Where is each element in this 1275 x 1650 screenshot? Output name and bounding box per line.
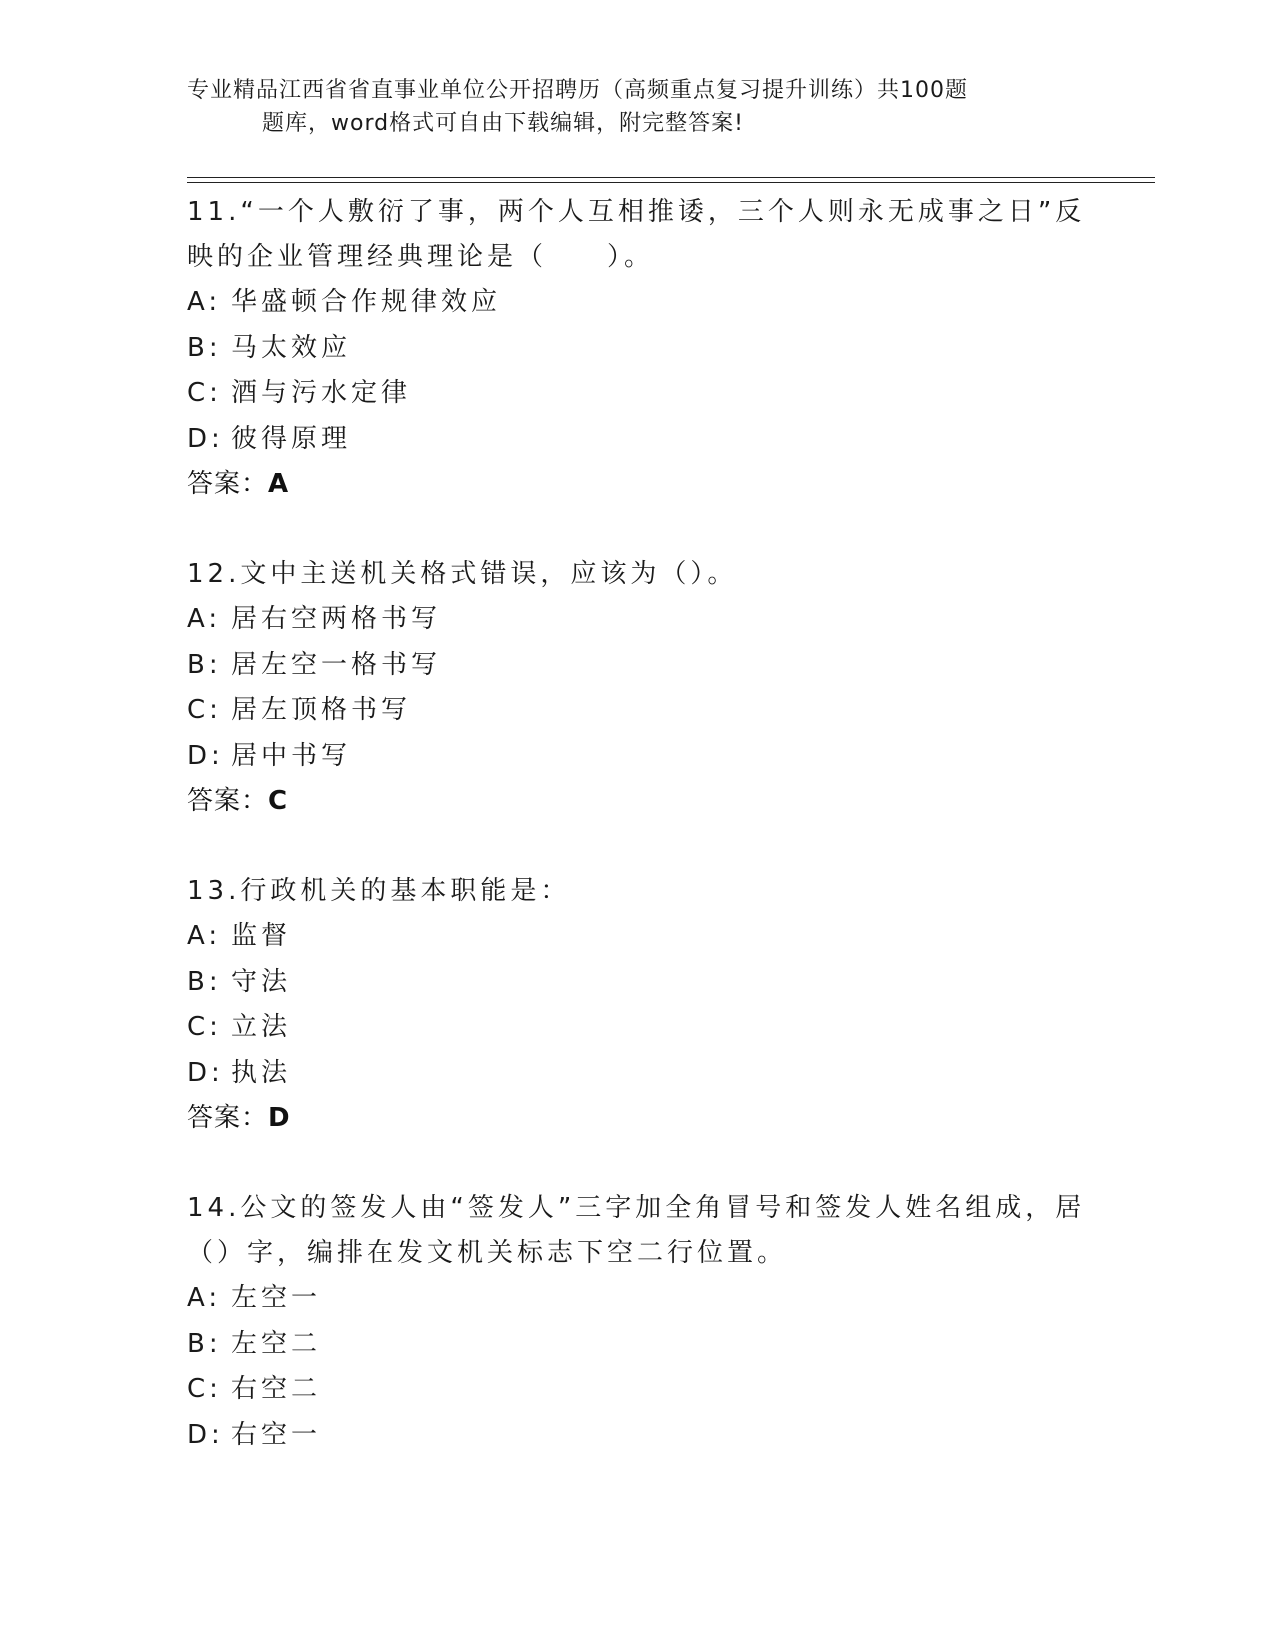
option-key: A: [187,604,222,634]
option-text: 居左空一格书写 [231,649,442,680]
option-key: A: [187,1283,222,1313]
option-c [187,1005,1087,1051]
option-text: 立法 [231,1012,292,1042]
question-stem: 14.公文的签发人由“签发人”三字加全角冒号和签发人姓名组成，居（）字，编排在发文机关标志下空二行位置。 [187,1193,1086,1268]
option-key: B: [187,332,222,363]
option-text: 左空二 [231,1328,322,1359]
option-c [187,1367,1087,1413]
option-text: 守法 [231,966,292,997]
option-text: 执法 [231,1057,292,1088]
option-b [187,643,1087,689]
header-divider-bottom [187,182,1155,183]
option-b [187,326,1087,372]
option-key: C: [187,1012,222,1042]
answer-value: C [268,786,289,816]
option-a [187,280,1087,326]
option-text: 华盛顿合作规律效应 [231,287,502,317]
option-a [187,597,1087,643]
document-header [187,74,1067,140]
answer-line [187,779,1087,824]
option-c [187,688,1087,734]
option-text: 居右空两格书写 [231,604,442,634]
answer-line [187,462,1087,507]
option-key: B: [187,966,222,997]
option-a [187,1276,1087,1322]
option-text: 彼得原理 [231,423,352,454]
header-line-1: 专业精品江西省省直事业单位公开招聘历（高频重点复习提升训练）共100题 [187,78,968,103]
option-key: C: [187,1374,222,1404]
option-text: 酒与污水定律 [231,378,412,408]
option-text: 右空一 [231,1419,322,1450]
question-stem: 11.“一个人敷衍了事，两个人互相推诿，三个人则永无成事之日”反映的企业管理经典理论是（ ）。 [187,197,1086,272]
question-item [187,1186,1087,1458]
option-d [187,417,1087,463]
question-item [187,552,1087,824]
option-text: 居左顶格书写 [231,695,412,725]
option-key: B: [187,1328,222,1359]
option-d [187,1051,1087,1097]
question-item [187,869,1087,1141]
option-text: 马太效应 [231,332,352,363]
option-key: C: [187,695,222,725]
option-text: 左空一 [231,1283,322,1313]
answer-label: 答案： [187,469,269,499]
question-item [187,190,1087,507]
header-line-2: 题库，word格式可自由下载编辑，附完整答案! [262,111,744,136]
question-stem: 12.文中主送机关格式错误，应该为（）。 [187,559,738,589]
option-key: C: [187,378,222,408]
answer-line [187,1096,1087,1141]
option-d [187,734,1087,780]
option-b [187,960,1087,1006]
option-d [187,1413,1087,1459]
question-stem: 13.行政机关的基本职能是： [187,876,571,906]
option-key: D: [187,423,224,454]
option-key: A: [187,921,222,951]
option-key: D: [187,1057,224,1088]
option-key: A: [187,287,222,317]
option-text: 居中书写 [231,740,352,771]
option-a [187,914,1087,960]
answer-label: 答案： [187,1103,269,1133]
question-list [187,190,1087,1503]
answer-label: 答案： [187,786,269,816]
option-key: D: [187,740,224,771]
option-key: D: [187,1419,224,1450]
option-key: B: [187,649,222,680]
header-divider-top [187,177,1155,178]
option-c [187,371,1087,417]
answer-value: A [268,469,290,499]
option-text: 右空二 [231,1374,322,1404]
option-text: 监督 [231,921,292,951]
option-b [187,1322,1087,1368]
answer-value: D [268,1103,291,1133]
